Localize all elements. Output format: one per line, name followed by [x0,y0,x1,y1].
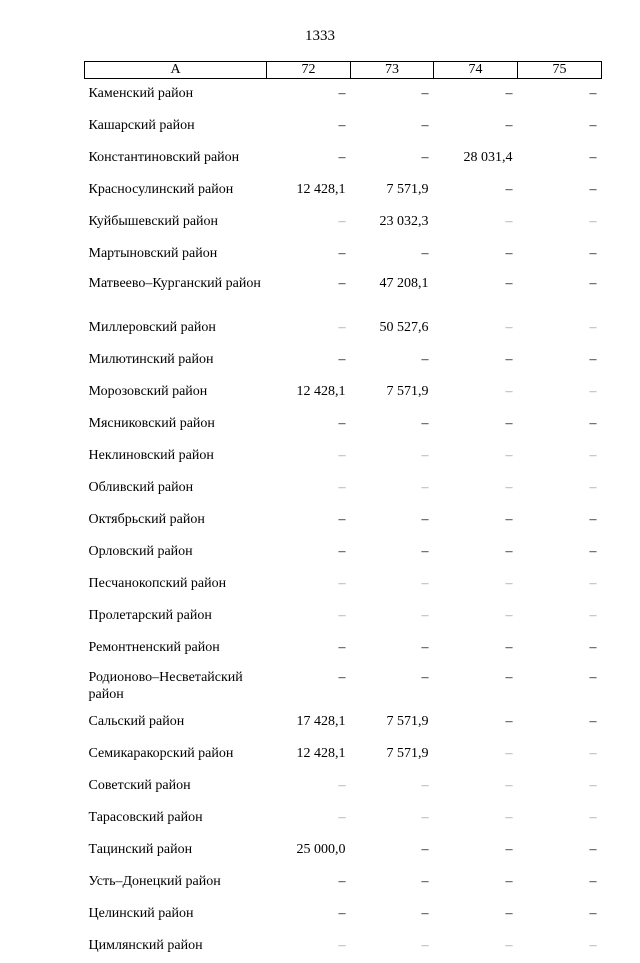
cell-col-74: – [434,505,518,537]
cell-col-72: 12 428,1 [267,377,351,409]
cell-col-72: – [267,345,351,377]
district-name: Мясниковский район [85,409,267,441]
header-col-74: 74 [434,62,518,79]
cell-col-75: – [518,867,602,899]
cell-col-72: – [267,111,351,143]
cell-col-73: – [351,473,434,505]
cell-col-73: 7 571,9 [351,739,434,771]
header-col-a: А [85,62,267,79]
district-name: Цимлянский район [85,931,267,963]
cell-col-75: – [518,207,602,239]
cell-col-73: – [351,771,434,803]
cell-col-73: – [351,803,434,835]
cell-col-72: – [267,271,351,313]
cell-col-73: – [351,537,434,569]
cell-col-74: – [434,313,518,345]
table-row [85,835,602,867]
table-header [85,62,602,79]
cell-col-72: – [267,409,351,441]
cell-col-74: – [434,537,518,569]
cell-col-74: – [434,601,518,633]
cell-col-75: – [518,377,602,409]
table-row [85,633,602,665]
cell-col-73: 7 571,9 [351,377,434,409]
district-name: Пролетарский район [85,601,267,633]
cell-col-72: – [267,143,351,175]
table-row [85,79,602,112]
cell-col-75: – [518,707,602,739]
cell-col-75: – [518,633,602,665]
district-name: Октябрьский район [85,505,267,537]
cell-col-75: – [518,473,602,505]
cell-col-75: – [518,601,602,633]
cell-col-75: – [518,409,602,441]
table-row [85,601,602,633]
cell-col-72: 17 428,1 [267,707,351,739]
budget-table [84,61,602,963]
cell-col-72: – [267,441,351,473]
cell-col-74: – [434,345,518,377]
cell-col-75: – [518,239,602,271]
table-row [85,143,602,175]
cell-col-75: – [518,175,602,207]
cell-col-72: – [267,473,351,505]
cell-col-74: 28 031,4 [434,143,518,175]
cell-col-75: – [518,345,602,377]
cell-col-72: – [267,771,351,803]
header-col-75: 75 [518,62,602,79]
cell-col-72: – [267,537,351,569]
district-name: Кашарский район [85,111,267,143]
cell-col-73: – [351,143,434,175]
table-row [85,899,602,931]
district-name: Орловский район [85,537,267,569]
table-row [85,345,602,377]
cell-col-75: – [518,441,602,473]
district-name: Семикаракорский район [85,739,267,771]
cell-col-75: – [518,771,602,803]
district-name: Советский район [85,771,267,803]
table-row [85,931,602,963]
table-row [85,441,602,473]
district-name: Ремонтненский район [85,633,267,665]
district-name: Обливский район [85,473,267,505]
table-row [85,707,602,739]
cell-col-75: – [518,835,602,867]
district-name: Целинский район [85,899,267,931]
cell-col-75: – [518,79,602,112]
cell-col-72: – [267,79,351,112]
cell-col-74: – [434,931,518,963]
cell-col-72: – [267,601,351,633]
cell-col-73: – [351,665,434,707]
page-number: 1333 [0,28,640,45]
cell-col-72: 12 428,1 [267,739,351,771]
cell-col-72: – [267,899,351,931]
district-name: Родионово–Несветайский район [85,665,267,707]
cell-col-75: – [518,143,602,175]
cell-col-73: – [351,569,434,601]
cell-col-74: – [434,79,518,112]
district-name: Красносулинский район [85,175,267,207]
table-row [85,313,602,345]
cell-col-74: – [434,271,518,313]
table-row [85,665,602,707]
cell-col-74: – [434,239,518,271]
cell-col-73: 47 208,1 [351,271,434,313]
cell-col-73: 7 571,9 [351,707,434,739]
cell-col-72: – [267,665,351,707]
cell-col-72: – [267,239,351,271]
table-row [85,409,602,441]
table-row [85,111,602,143]
cell-col-73: 7 571,9 [351,175,434,207]
cell-col-73: 23 032,3 [351,207,434,239]
district-name: Константиновский район [85,143,267,175]
cell-col-75: – [518,899,602,931]
cell-col-73: – [351,899,434,931]
district-name: Усть–Донецкий район [85,867,267,899]
cell-col-74: – [434,111,518,143]
cell-col-73: – [351,601,434,633]
district-name: Морозовский район [85,377,267,409]
cell-col-72: – [267,931,351,963]
cell-col-74: – [434,441,518,473]
cell-col-74: – [434,707,518,739]
cell-col-74: – [434,409,518,441]
table-row [85,867,602,899]
table-row [85,239,602,271]
district-name: Куйбышевский район [85,207,267,239]
table-row [85,473,602,505]
cell-col-72: – [267,313,351,345]
table-body [85,79,602,963]
table-row [85,207,602,239]
cell-col-72: – [267,207,351,239]
cell-col-74: – [434,739,518,771]
cell-col-73: – [351,345,434,377]
table-row [85,569,602,601]
cell-col-74: – [434,633,518,665]
cell-col-73: – [351,79,434,112]
district-name: Тацинский район [85,835,267,867]
cell-col-74: – [434,867,518,899]
cell-col-72: – [267,867,351,899]
cell-col-75: – [518,931,602,963]
table-row [85,739,602,771]
cell-col-74: – [434,771,518,803]
cell-col-74: – [434,835,518,867]
district-name: Матвеево–Курганский район [85,271,267,313]
header-col-72: 72 [267,62,351,79]
cell-col-72: 12 428,1 [267,175,351,207]
cell-col-74: – [434,569,518,601]
cell-col-73: – [351,111,434,143]
table-row [85,505,602,537]
cell-col-73: – [351,633,434,665]
cell-col-74: – [434,175,518,207]
table-row [85,377,602,409]
cell-col-73: – [351,835,434,867]
cell-col-73: – [351,867,434,899]
cell-col-72: – [267,633,351,665]
cell-col-73: – [351,239,434,271]
header-col-73: 73 [351,62,434,79]
cell-col-74: – [434,803,518,835]
district-name: Тарасовский район [85,803,267,835]
district-name: Сальский район [85,707,267,739]
district-name: Милютинский район [85,345,267,377]
table-row [85,771,602,803]
table-row [85,271,602,313]
cell-col-74: – [434,207,518,239]
cell-col-75: – [518,803,602,835]
district-name: Неклиновский район [85,441,267,473]
cell-col-75: – [518,505,602,537]
cell-col-73: – [351,441,434,473]
cell-col-72: 25 000,0 [267,835,351,867]
cell-col-73: – [351,931,434,963]
cell-col-75: – [518,569,602,601]
cell-col-72: – [267,803,351,835]
cell-col-73: – [351,505,434,537]
cell-col-75: – [518,739,602,771]
cell-col-75: – [518,313,602,345]
cell-col-75: – [518,537,602,569]
cell-col-74: – [434,473,518,505]
district-name: Миллеровский район [85,313,267,345]
cell-col-74: – [434,377,518,409]
table-row [85,537,602,569]
cell-col-74: – [434,899,518,931]
cell-col-72: – [267,505,351,537]
cell-col-75: – [518,271,602,313]
cell-col-75: – [518,665,602,707]
district-name: Песчанокопский район [85,569,267,601]
cell-col-73: 50 527,6 [351,313,434,345]
cell-col-75: – [518,111,602,143]
table-row [85,803,602,835]
cell-col-74: – [434,665,518,707]
table-row [85,175,602,207]
district-name: Каменский район [85,79,267,112]
district-name: Мартыновский район [85,239,267,271]
cell-col-72: – [267,569,351,601]
cell-col-73: – [351,409,434,441]
